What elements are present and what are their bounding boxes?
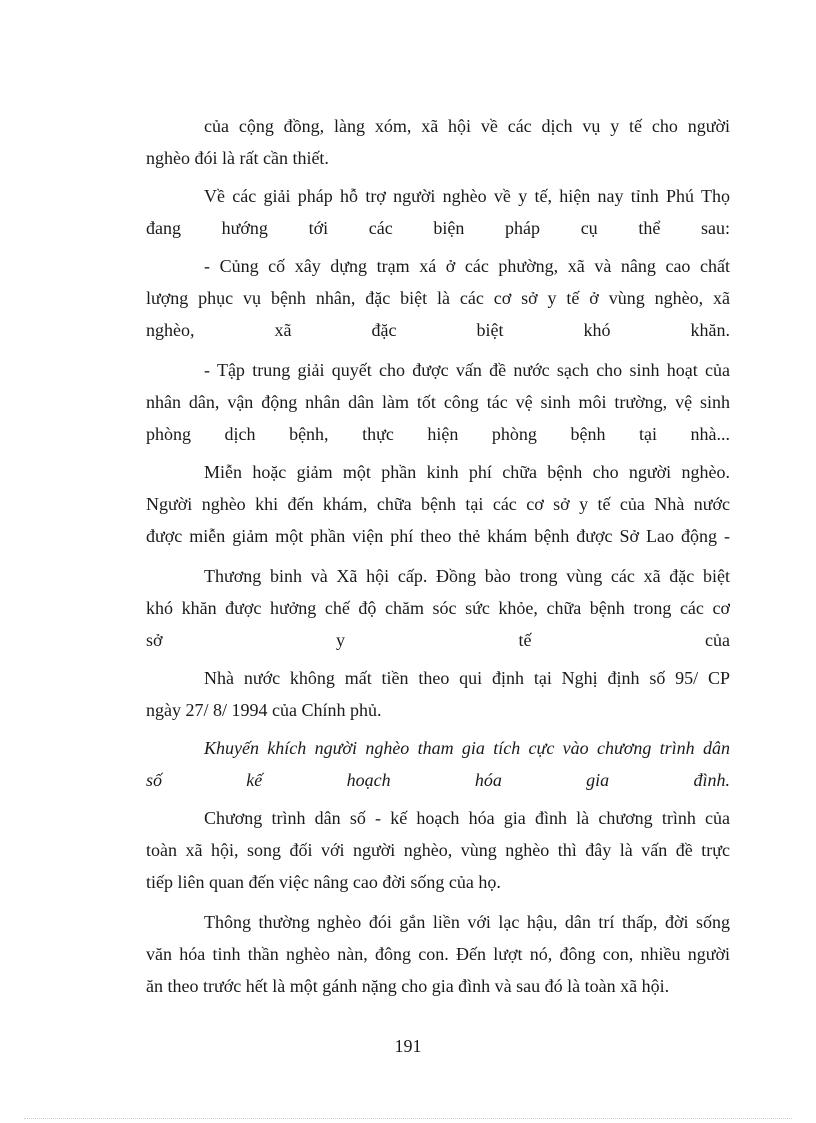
text-line: nghèo đói là rất cần thiết. <box>146 148 329 168</box>
footer-divider <box>24 1118 792 1119</box>
text-line: Khuyến khích người nghèo tham gia tích cực vào chương trình dân <box>204 738 730 758</box>
text-line: nghèo, xã đặc biệt khó khăn. <box>146 320 730 340</box>
paragraph-4 <box>146 354 730 450</box>
text-line: - Tập trung giải quyết cho được vấn đề nước sạch cho sinh hoạt của <box>204 360 730 380</box>
text-line: của cộng đồng, làng xóm, xã hội về các dịch vụ y tế cho người <box>204 116 730 136</box>
paragraph-10 <box>146 906 730 1002</box>
text-line: Thương binh và Xã hội cấp. Đồng bào trong vùng các xã đặc biệt <box>204 566 730 586</box>
text-line: Người nghèo khi đến khám, chữa bệnh tại các cơ sở y tế của Nhà nước <box>146 494 730 514</box>
text-line: - Củng cố xây dựng trạm xá ở các phường, xã và nâng cao chất <box>204 256 730 276</box>
text-line: khó khăn được hưởng chế độ chăm sóc sức khỏe, chữa bệnh trong các cơ <box>146 598 730 618</box>
text-line: đang hướng tới các biện pháp cụ thể sau: <box>146 218 730 238</box>
page-number: 191 <box>394 1036 422 1056</box>
body-text <box>146 110 730 1002</box>
text-line: ngày 27/ 8/ 1994 của Chính phủ. <box>146 700 382 720</box>
text-line: Về các giải pháp hỗ trợ người nghèo về y tế, hiện nay tỉnh Phú Thọ <box>204 186 730 206</box>
text-line: toàn xã hội, song đối với người nghèo, vùng nghèo thì đây là vấn đề trực <box>146 840 730 860</box>
paragraph-6 <box>146 560 730 656</box>
text-line: ăn theo trước hết là một gánh nặng cho gia đình và sau đó là toàn xã hội. <box>146 976 670 996</box>
text-line: văn hóa tinh thần nghèo nàn, đông con. Đến lượt nó, đông con, nhiều người <box>146 944 730 964</box>
text-line: Thông thường nghèo đói gắn liền với lạc hậu, dân trí thấp, đời sống <box>204 912 730 932</box>
text-line: phòng dịch bệnh, thực hiện phòng bệnh tại nhà... <box>146 424 730 444</box>
paragraph-7 <box>146 662 730 726</box>
text-line: được miễn giảm một phần viện phí theo thẻ khám bệnh được Sở Lao động - <box>146 526 730 546</box>
text-line: Miễn hoặc giảm một phần kinh phí chữa bệnh cho người nghèo. <box>204 462 730 482</box>
text-line: lượng phục vụ bệnh nhân, đặc biệt là các cơ sở y tế ở vùng nghèo, xã <box>146 288 730 308</box>
paragraph-2 <box>146 180 730 244</box>
text-line: số kế hoạch hóa gia đình. <box>146 770 730 790</box>
text-line: tiếp liên quan đến việc nâng cao đời sống của họ. <box>146 872 501 892</box>
text-line: nhân dân, vận động nhân dân làm tốt công tác vệ sinh môi trường, vệ sinh <box>146 392 730 412</box>
text-line: Chương trình dân số - kế hoạch hóa gia đình là chương trình của <box>204 808 730 828</box>
paragraph-9 <box>146 802 730 898</box>
paragraph-3 <box>146 250 730 346</box>
paragraph-1 <box>146 110 730 174</box>
text-line: sở y tế của <box>146 630 730 650</box>
paragraph-8 <box>146 732 730 796</box>
paragraph-5 <box>146 456 730 552</box>
text-line: Nhà nước không mất tiền theo qui định tại Nghị định số 95/ CP <box>204 668 730 688</box>
